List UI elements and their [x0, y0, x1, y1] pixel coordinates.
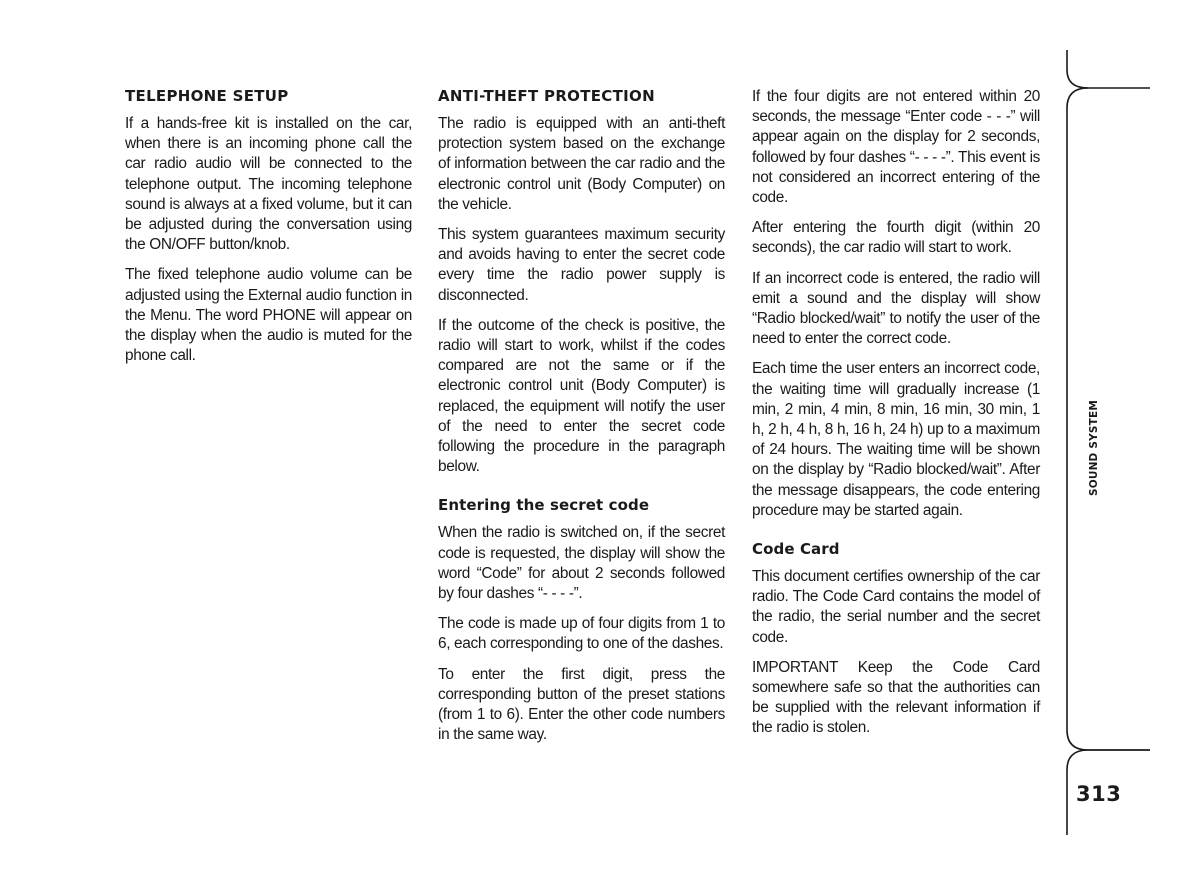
section-label-text: SOUND SYSTEM: [1088, 399, 1100, 497]
paragraph: If an incorrect code is entered, the radio will emit a sound and the display will show “Radio blocked/wait” to notify the user of the need to enter the correct code.: [752, 269, 1040, 348]
paragraph: The code is made up of four digits from 1 to 6, each corresponding to one of the dashes.: [438, 615, 725, 653]
page-number: 313: [1076, 782, 1122, 806]
paragraph: If a hands-free kit is installed on the car, when there is an incoming phone call the car radio audio will be connected to the telephone output. The incoming telephone sound is always at a fixed volume, but it can be adjusted during the conversation using the ON/OFF button/knob.: [125, 115, 412, 254]
column-anti-theft: [438, 86, 725, 755]
subheading-entering-secret-code: Entering the secret code: [438, 496, 650, 515]
column-telephone-setup: [125, 86, 412, 376]
column-code-entry-continued: [752, 87, 1040, 749]
subheading-code-card: Code Card: [752, 540, 840, 559]
paragraph: The radio is equipped with an anti-theft protection system based on the exchange of information between the car radio and the electronic control unit (Body Computer) on the vehicle.: [438, 115, 725, 213]
side-tab-outline: [1066, 50, 1176, 840]
paragraph: This system guarantees maximum security and avoids having to enter the secret code every time the radio power supply is disconnected.: [438, 226, 725, 304]
paragraph: IMPORTANT Keep the Code Card somewhere safe so that the authorities can be supplied with the relevant information if the radio is stolen.: [752, 658, 1040, 737]
paragraph: The fixed telephone audio volume can be adjusted using the External audio function in the Menu. The word PHONE will appear on the display when the audio is muted for the phone call.: [125, 266, 412, 365]
paragraph: When the radio is switched on, if the secret code is requested, the display will show the word “Code” for about 2 seconds followed by four dashes “- - - -”.: [438, 524, 725, 603]
section-label: [1084, 399, 1104, 497]
paragraph: If the outcome of the check is positive, the radio will start to work, whilst if the codes compared are not the same or if the electronic control unit (Body Computer) is replaced, the equipment will notify the user of the need to enter the secret code following the procedure in the paragraph below.: [438, 316, 725, 476]
paragraph: Each time the user enters an incorrect code, the waiting time will gradually increase (1 min, 2 min, 4 min, 8 min, 16 min, 30 min, 1 h, 2 h, 4 h, 8 h, 16 h, 24 h) up to a maximum of 24 hours. The waiting time will be shown on the display by “Radio blocked/wait”. After the message disappears, the code entering procedure may be started again.: [752, 360, 1040, 519]
paragraph: This document certifies ownership of the car radio. The Code Card contains the model of the radio, the serial number and the secret code.: [752, 568, 1040, 646]
heading-anti-theft-protection: ANTI-THEFT PROTECTION: [438, 87, 655, 105]
paragraph: If the four digits are not entered within 20 seconds, the message “Enter code - - -” will appear again on the display for 2 seconds, followed by four dashes “- - - -”. This event is not considered an incorrect entering of the code.: [752, 88, 1040, 207]
paragraph: After entering the fourth digit (within 20 seconds), the car radio will start to work.: [752, 219, 1040, 257]
paragraph: To enter the first digit, press the corresponding button of the preset stations (from 1 to 6). Enter the other code numbers in the same way.: [438, 665, 725, 744]
heading-telephone-setup: TELEPHONE SETUP: [125, 87, 289, 105]
